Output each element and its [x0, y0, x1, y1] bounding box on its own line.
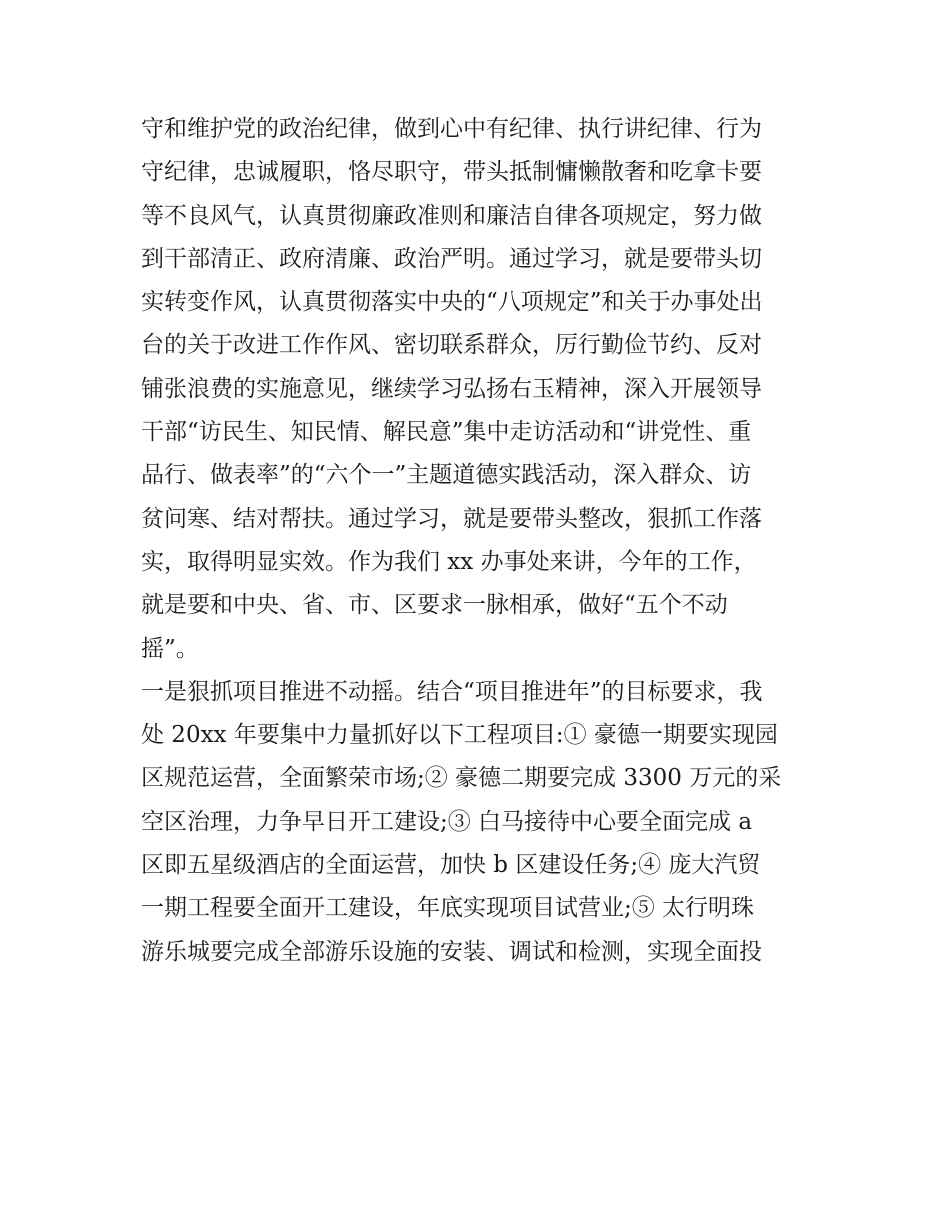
text-line-15: 处 20xx 年要集中力量抓好以下工程项目:① 豪德一期要实现园	[141, 722, 778, 749]
text-line-12: 就是要和中央、省、市、区要求一脉相承，做好“五个不动	[141, 592, 728, 619]
text-line-18: 区即五星级酒店的全面运营，加快 b 区建设任务;④ 庞大汽贸	[141, 852, 761, 879]
text-line-17: 空区治理，力争早日开工建设;③ 白马接待中心要全面完成 a	[141, 808, 753, 835]
text-line-1: 守和维护党的政治纪律，做到心中有纪律、执行讲纪律、行为	[141, 116, 762, 142]
text-line-7: 铺张浪费的实施意见，继续学习弘扬右玉精神，深入开展领导	[141, 375, 762, 402]
text-line-11: 实，取得明显实效。作为我们 xx 办事处来讲，今年的工作，	[141, 548, 757, 575]
text-line-5: 实转变作风，认真贯彻落实中央的“八项规定”和关于办事处出	[141, 289, 763, 316]
text-line-2: 守纪律，忠诚履职，恪尽职守，带头抵制慵懒散奢和吃拿卡要	[141, 159, 762, 186]
text-line-3: 等不良风气，认真贯彻廉政准则和廉洁自律各项规定，努力做	[141, 202, 762, 229]
text-line-8: 干部“访民生、知民情、解民意”集中走访活动和“讲党性、重	[141, 419, 752, 446]
text-line-6: 台的关于改进工作作风、密切联系群众，厉行勤俭节约、反对	[141, 332, 762, 359]
text-line-16: 区规范运营，全面繁荣市场;② 豪德二期要完成 3300 万元的采	[141, 765, 782, 792]
text-line-4: 到干部清正、政府清廉、政治严明。通过学习，就是要带头切	[141, 245, 762, 272]
text-line-9: 品行、做表率”的“六个一”主题道德实践活动，深入群众、访	[141, 462, 752, 489]
text-line-19: 一期工程要全面开工建设，年底实现项目试营业;⑤ 太行明珠	[141, 895, 755, 922]
text-line-20: 游乐城要完成全部游乐设施的安装、调试和检测，实现全面投	[141, 938, 762, 965]
text-line-10: 贫问寒、结对帮扶。通过学习，就是要带头整改，狠抓工作落	[141, 505, 762, 532]
body-text	[141, 108, 821, 974]
text-line-14: 一是狠抓项目推进不动摇。结合“项目推进年”的目标要求，我	[141, 678, 763, 705]
text-line-13: 摇”。	[141, 635, 199, 662]
